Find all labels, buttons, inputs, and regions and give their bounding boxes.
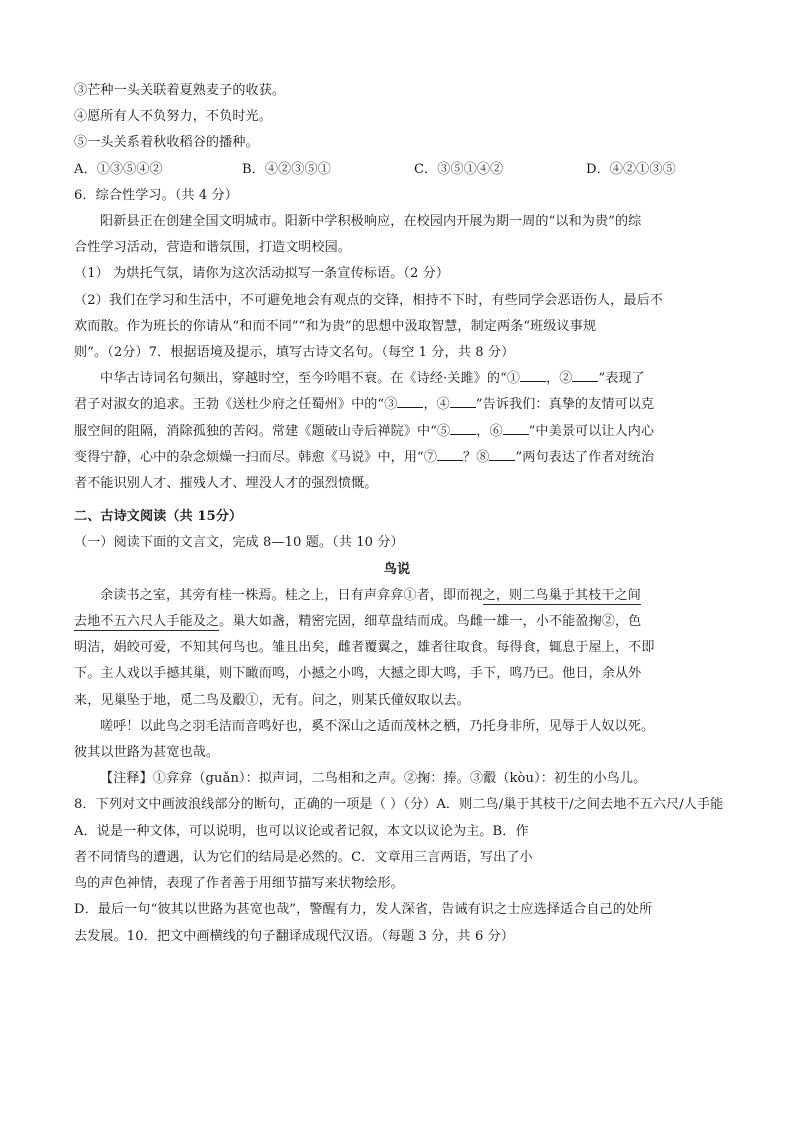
choices-row-q5 bbox=[74, 157, 720, 183]
q7-marker-5: ⑤ bbox=[437, 423, 451, 439]
passage-line-1 bbox=[74, 583, 720, 609]
choice-b[interactable]: B．④②③⑤① bbox=[242, 161, 331, 177]
question-7-line-3 bbox=[74, 419, 720, 445]
passage-underlined-2a: 去地不五六 bbox=[74, 614, 140, 630]
question-7-line-4 bbox=[74, 445, 720, 471]
q7-marker-2: ② bbox=[559, 371, 573, 387]
q7-text-2b: ， bbox=[423, 397, 437, 413]
question-6-body-line-1: 阳新县正在创建全国文明城市。阳新中学积极响应，在校园内开展为期一周的“以和为贵”的综 bbox=[100, 214, 642, 230]
question-7-line-1 bbox=[74, 366, 720, 392]
passage-notes: 【注释】①弇弇（guǎn）：拟声词，二鸟相和之声。②掬：捧。③鷇（kòu）：初生的小鸟儿。 bbox=[100, 771, 647, 787]
document-body bbox=[74, 78, 724, 950]
choice-d[interactable]: D．④②①③⑤ bbox=[586, 161, 676, 177]
passage-underlined-2b: 尺人手能及之 bbox=[139, 614, 220, 630]
q7-text-2c: ”告诉我们：真挚的友情可以克 bbox=[475, 397, 655, 413]
passage-text-2: 。巢大如盏，精密完固，细草盘结而成。鸟雌一雄一，小不能盈掬②，色 bbox=[219, 614, 642, 630]
section-2-subheading: （一）阅读下面的文言文，完成 8—10 题。（共 10 分） bbox=[74, 535, 404, 551]
question-9-option-d[interactable]: D．最后一句“彼其以世路为甚宽也哉”，警醒有力，发人深省，告诫有识之士应选择适合自己的处所 bbox=[74, 902, 653, 918]
q7-marker-1: ① bbox=[506, 371, 521, 387]
q7-text-4b: ？ bbox=[463, 449, 477, 465]
question-9-option-b[interactable]: 者不同情鸟的遭遇，认为它们的结局是必然的。C．文章用三言两语，写出了小 bbox=[74, 849, 533, 865]
passage-underlined-1: 之，则二鸟巢于其枝干之间 bbox=[482, 587, 641, 603]
choice-a[interactable]: A．①③⑤④② bbox=[74, 161, 163, 177]
passage-line-4: 下。主人戏以手撼其巢，则下瞰而鸣，小撼之小鸣，大撼之即大鸣，手下，鸣乃已。他日，余从外 bbox=[74, 666, 642, 682]
passage-text-1a: 余读书之室，其旁有桂一株焉。桂之上，日有声弇弇①者，即而视 bbox=[100, 587, 483, 603]
question-7-line-5: 者不能识别人才、摧残人才、埋没人才的强烈愤慨。 bbox=[74, 476, 378, 492]
question-6-sub-2-line-1: （2）我们在学习和生活中，不可避免地会有观点的交锋，相持不下时，有些同学会恶语伤人，最后不 bbox=[74, 292, 663, 308]
question-7-stem: 7．根据语境及提示，填写古诗文名句。（每空 1 分，共 8 分） bbox=[148, 345, 515, 361]
q7-text-1b: ， bbox=[546, 371, 560, 387]
question-6-body-line-2: 合性学习活动，营造和谐氛围，打造文明校园。 bbox=[74, 240, 352, 256]
question-9-option-a[interactable]: A．说是一种文体，可以说明，也可以议论或者记叙，本文以议论为主。B．作 bbox=[74, 823, 529, 839]
sequence-item-3: ③芒种一头关联着夏熟麦子的收获。 bbox=[74, 83, 286, 98]
passage-title: 鸟说 bbox=[383, 561, 411, 577]
q7-marker-4: ④ bbox=[436, 397, 450, 413]
q7-blank-2[interactable] bbox=[572, 381, 598, 382]
q7-marker-3: ③ bbox=[384, 397, 398, 413]
question-6-sub-1: （1） 为烘托气氛，请你为这次活动拟写一条宣传标语。（2 分） bbox=[74, 266, 450, 282]
passage-para-2-line-2: 彼其以世路为甚宽也哉。 bbox=[74, 745, 220, 761]
passage-line-2 bbox=[74, 609, 720, 635]
question-6-sub-2-line-3 bbox=[74, 340, 720, 366]
q7-text-3c: ”中美景可以让人内心 bbox=[528, 423, 655, 439]
q7-blank-6[interactable] bbox=[503, 434, 529, 435]
q7-text-1a: 中华古诗词名句频出，穿越时空，至今吟唱不衰。在《诗经·关雎》的“ bbox=[100, 371, 507, 387]
q7-text-4a: 变得宁静，心中的杂念烦燥一扫而尽。韩愈《马说》中，用“ bbox=[74, 449, 424, 465]
section-2-heading: 二、古诗文阅读（共 15分） bbox=[74, 509, 243, 525]
q7-text-1c: ”表现了 bbox=[598, 371, 645, 387]
question-6-points: 则”。（2分） bbox=[74, 345, 149, 361]
sequence-item-4: ④愿所有人不负努力，不负时光。 bbox=[74, 109, 272, 125]
q7-blank-8[interactable] bbox=[489, 460, 515, 461]
question-10-stem: 去发展。10．把文中画横线的句子翻译成现代汉语。（每题 3 分，共 6 分） bbox=[74, 928, 515, 944]
sequence-item-5: ⑤一头关系着秋收稻谷的播种。 bbox=[74, 135, 259, 151]
question-6-sub-2-line-2: 欢而散。作为班长的你请从“和而不同”“和为贵”的思想中汲取智慧，制定两条“班级议事规 bbox=[74, 318, 597, 334]
question-7-line-2 bbox=[74, 392, 720, 418]
question-8-stem: 8．下列对文中画波浪线部分的断句，正确的一项是（ ）（分）A．则二鸟/巢于其枝干/之间去地不五六尺/人手能 bbox=[74, 797, 724, 813]
q7-marker-8: ⑧ bbox=[476, 449, 490, 465]
passage-para-2-line-1: 嗟呼！以此鸟之羽毛洁而音鸣好也，奚不深山之适而茂林之栖，乃托身非所，见辱于人奴以死。 bbox=[100, 718, 655, 734]
q7-marker-6: ⑥ bbox=[489, 423, 503, 439]
q7-text-2a: 君子对淑女的追求。王勃《送杜少府之任蜀州》中的“ bbox=[74, 397, 385, 413]
passage-line-5: 来，见巢坠于地，觅二鸟及鷇①，无有。问之，则某氏僮奴取以去。 bbox=[74, 692, 470, 708]
q7-blank-1[interactable] bbox=[520, 381, 546, 382]
q7-text-4c: ”两句表达了作者对统治 bbox=[515, 449, 655, 465]
passage-line-3: 明洁，娟皎可爱，不知其何鸟也。雏且出矣，雌者覆翼之，雄者往取食。每得食，辄息于屋上，不即 bbox=[74, 640, 655, 656]
q7-blank-5[interactable] bbox=[450, 434, 476, 435]
q7-blank-7[interactable] bbox=[437, 460, 463, 461]
choice-c[interactable]: C．③⑤①④② bbox=[414, 161, 504, 177]
q7-blank-3[interactable] bbox=[397, 407, 423, 408]
q7-blank-4[interactable] bbox=[450, 407, 476, 408]
question-9-option-c[interactable]: 鸟的声色神情，表现了作者善于用细节描写来状物绘形。 bbox=[74, 876, 404, 892]
q7-marker-7: ⑦ bbox=[423, 449, 438, 465]
q7-text-3a: 服空间的阻隔，消除孤独的苦闷。常建《题破山寺后禅院》中“ bbox=[74, 423, 438, 439]
question-6-stem: 6．综合性学习。（共 4 分） bbox=[74, 187, 238, 203]
q7-text-3b: ， bbox=[476, 423, 490, 439]
